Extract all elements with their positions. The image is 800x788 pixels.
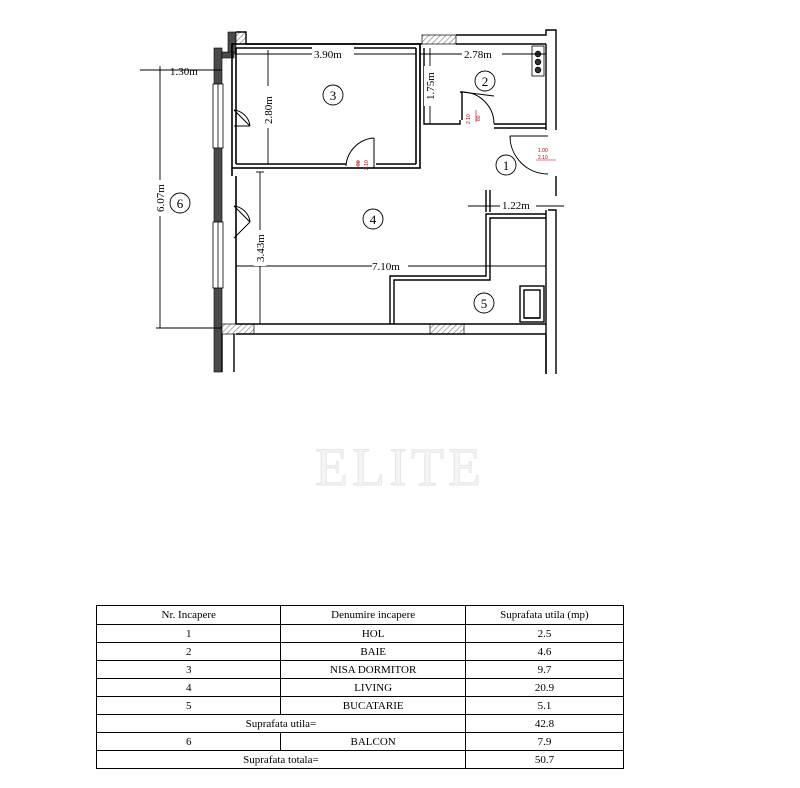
table-row [97,625,624,643]
entry-door-height: 2.10 [538,155,548,161]
room-name: BALCON [281,733,465,751]
room-area: 2.5 [465,625,623,643]
svg-text:4: 4 [369,212,377,227]
room-number: 2 [97,643,281,661]
table-row [97,733,624,751]
svg-text:3: 3 [329,88,337,103]
dim-bedroom-depth: 2.80m [263,96,275,124]
room-name: BUCATARIE [281,697,465,715]
header-room-name: Denumire incapere [281,606,465,625]
room-area: 9.7 [465,661,623,679]
entry-door-width: 1.00 [538,148,548,154]
entry-door [510,136,556,174]
total-area-row [97,751,624,769]
dim-balcony-width: 1.30m [170,66,198,78]
dim-bathroom-width: 2.78m [464,49,492,61]
total-area-label: Suprafata totala= [97,751,466,769]
table-row [97,661,624,679]
useful-area-row [97,715,624,733]
appliance-icon [532,46,544,76]
table-row [97,643,624,661]
hall-wall [486,190,490,212]
door-annotations [356,114,548,170]
room-number: 1 [97,625,281,643]
useful-area-value: 42.8 [465,715,623,733]
svg-text:6: 6 [176,196,184,211]
header-room-number: Nr. Incapere [97,606,281,625]
room-number: 5 [97,697,281,715]
room-number: 3 [97,661,281,679]
useful-area-label: Suprafata utila= [97,715,466,733]
table-row [97,679,624,697]
table-header-row [97,606,624,625]
room-name: HOL [281,625,465,643]
svg-text:1: 1 [502,158,510,173]
dimension-lines [140,48,564,328]
dim-total-depth: 6.07m [155,184,167,212]
dim-living-depth: 3.43m [255,234,267,262]
bath-door-height: 2.10 [466,114,472,124]
total-area-value: 50.7 [465,751,623,769]
bath-door-width: 80 [476,115,482,121]
bedroom-door-width: 90 [356,160,362,166]
bedroom-door-height: 2.10 [364,160,370,170]
table-row [97,697,624,715]
room-area: 7.9 [465,733,623,751]
rooms-area-table [96,605,624,769]
dim-bathroom-depth: 1.75m [425,72,437,100]
dim-bedroom-width: 3.90m [314,49,342,61]
dim-total-width: 7.10m [372,261,400,273]
header-room-area: Suprafata utila (mp) [465,606,623,625]
room-area: 4.6 [465,643,623,661]
room-number: 6 [97,733,281,751]
watermark-logo: ELITE [315,437,485,497]
svg-text:5: 5 [480,296,488,311]
svg-text:2: 2 [481,74,489,89]
room-number: 4 [97,679,281,697]
room-area: 5.1 [465,697,623,715]
room-name: NISA DORMITOR [281,661,465,679]
room-area: 20.9 [465,679,623,697]
fridge-icon [520,286,544,322]
room-name: LIVING [281,679,465,697]
room-name: BAIE [281,643,465,661]
dim-hall-width: 1.22m [502,200,530,212]
